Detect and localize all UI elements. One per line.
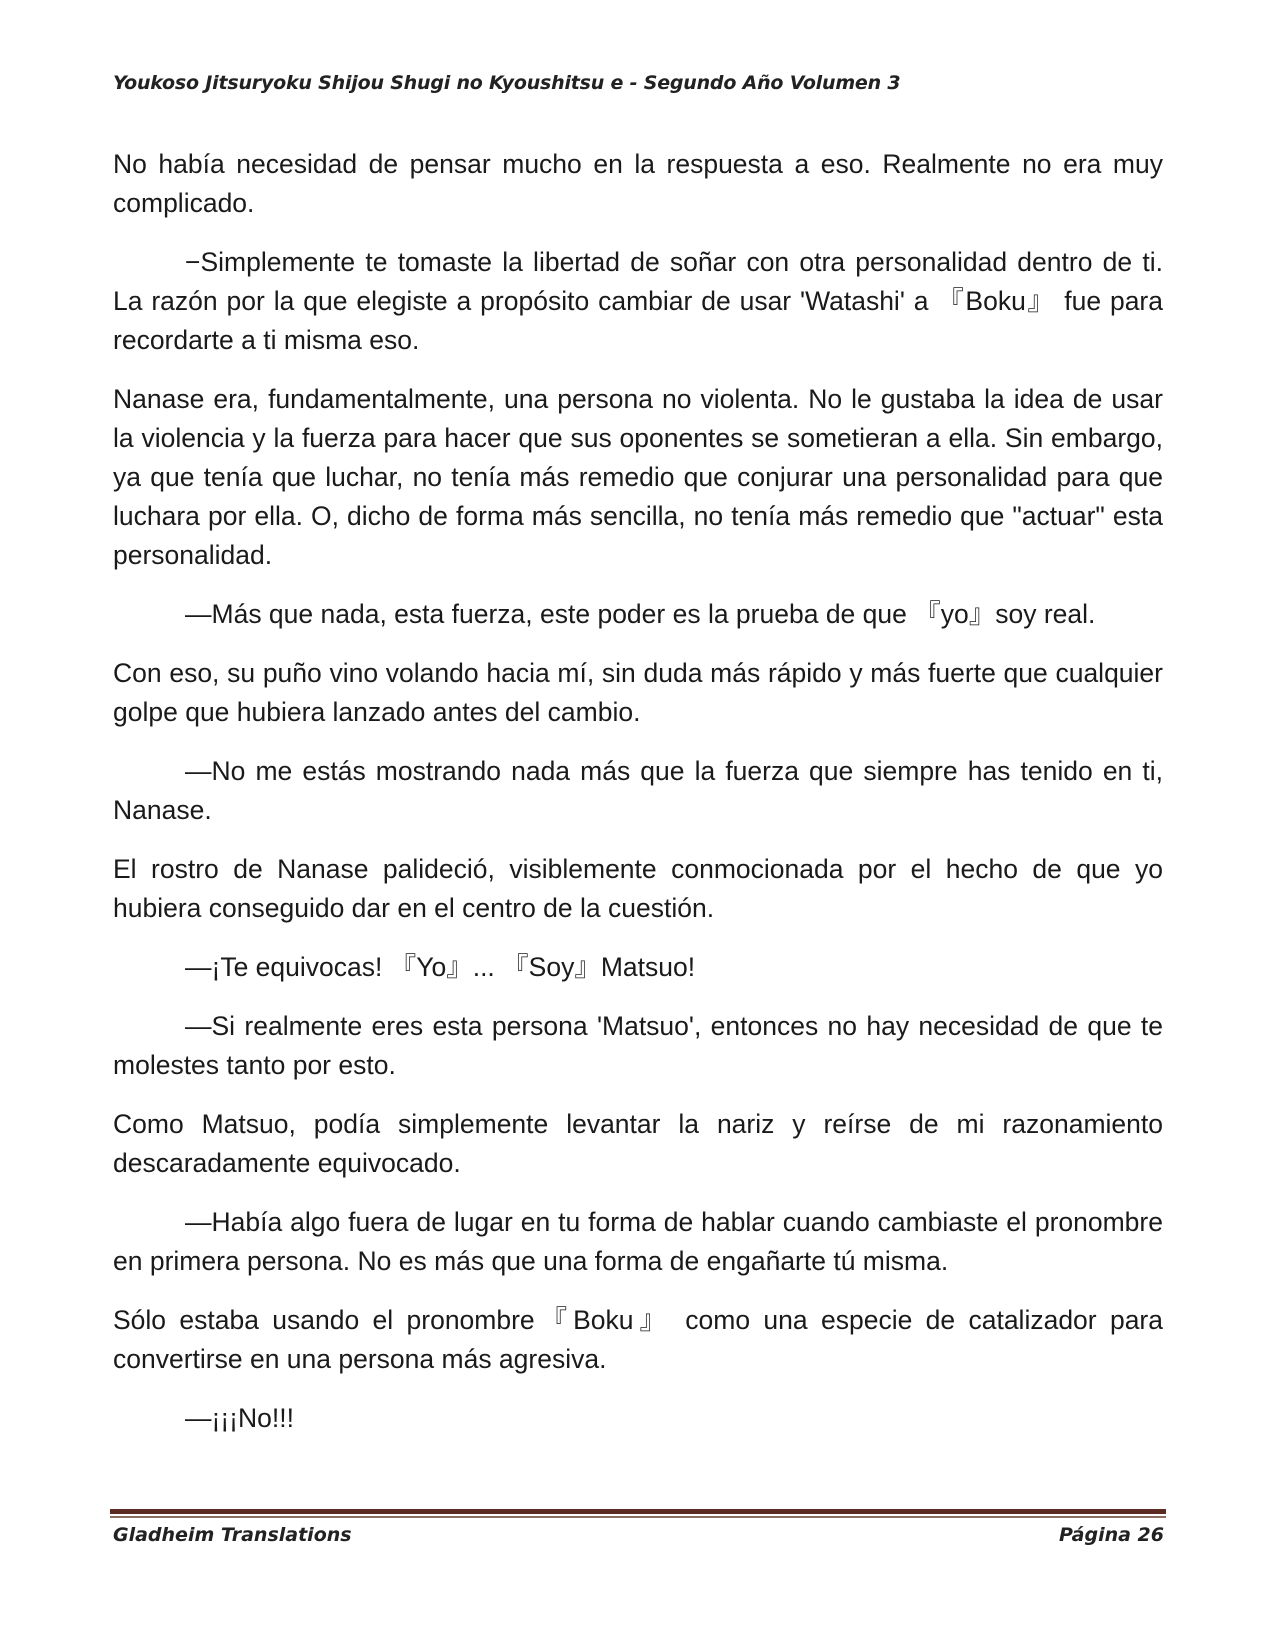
page-header-title: Youkoso Jitsuryoku Shijou Shugi no Kyoushitsu e - Segundo Año Volumen 3 [113, 72, 901, 94]
paragraph: —No me estás mostrando nada más que la fuerza que siempre has tenido en ti, Nanase. [113, 756, 1163, 825]
paragraph: El rostro de Nanase palideció, visiblemente conmocionada por el hecho de que yo hubiera conseguido dar en el centro de la cuestión. [113, 854, 1163, 923]
paragraph: Sólo estaba usando el pronombre『Boku』 como una especie de catalizador para convertirse en una persona más agresiva. [113, 1305, 1163, 1374]
footer-divider-thin [110, 1516, 1166, 1518]
paragraph: —¡¡¡No!!! [185, 1403, 294, 1433]
paragraph: —Había algo fuera de lugar en tu forma de hablar cuando cambiaste el pronombre en primera persona. No es más que una forma de engañarte tú misma. [113, 1207, 1163, 1276]
footer-page-number: Página 26 [1058, 1524, 1164, 1546]
paragraph: Nanase era, fundamentalmente, una persona no violenta. No le gustaba la idea de usar la violencia y la fuerza para hacer que sus oponentes se sometieran a ella. Sin embargo, ya que tenía que luchar, no tenía más remedio que conjurar una personalidad para que luchara por ella. O, dicho de forma más sencilla, no tenía más remedio que "actuar" esta personalidad. [113, 384, 1163, 570]
paragraph: —Si realmente eres esta persona 'Matsuo', entonces no hay necesidad de que te molestes tanto por esto. [113, 1011, 1163, 1080]
paragraph: −Simplemente te tomaste la libertad de soñar con otra personalidad dentro de ti. La razón por la que elegiste a propósito cambiar de usar 'Watashi' a 『Boku』 fue para recordarte a ti misma eso. [113, 247, 1163, 355]
paragraph: No había necesidad de pensar mucho en la respuesta a eso. Realmente no era muy complicado. [113, 149, 1163, 218]
paragraph: —¡Te equivocas! 『Yo』... 『Soy』Matsuo! [185, 952, 696, 982]
paragraph: —Más que nada, esta fuerza, este poder es la prueba de que 『yo』soy real. [185, 599, 1096, 629]
paragraph: Con eso, su puño vino volando hacia mí, sin duda más rápido y más fuerte que cualquier golpe que hubiera lanzado antes del cambio. [113, 658, 1163, 727]
paragraph: Como Matsuo, podía simplemente levantar la nariz y reírse de mi razonamiento descaradamente equivocado. [113, 1109, 1163, 1178]
footer-translator-credit: Gladheim Translations [113, 1524, 352, 1546]
footer-divider [110, 1509, 1166, 1514]
document-body [113, 145, 1163, 1458]
